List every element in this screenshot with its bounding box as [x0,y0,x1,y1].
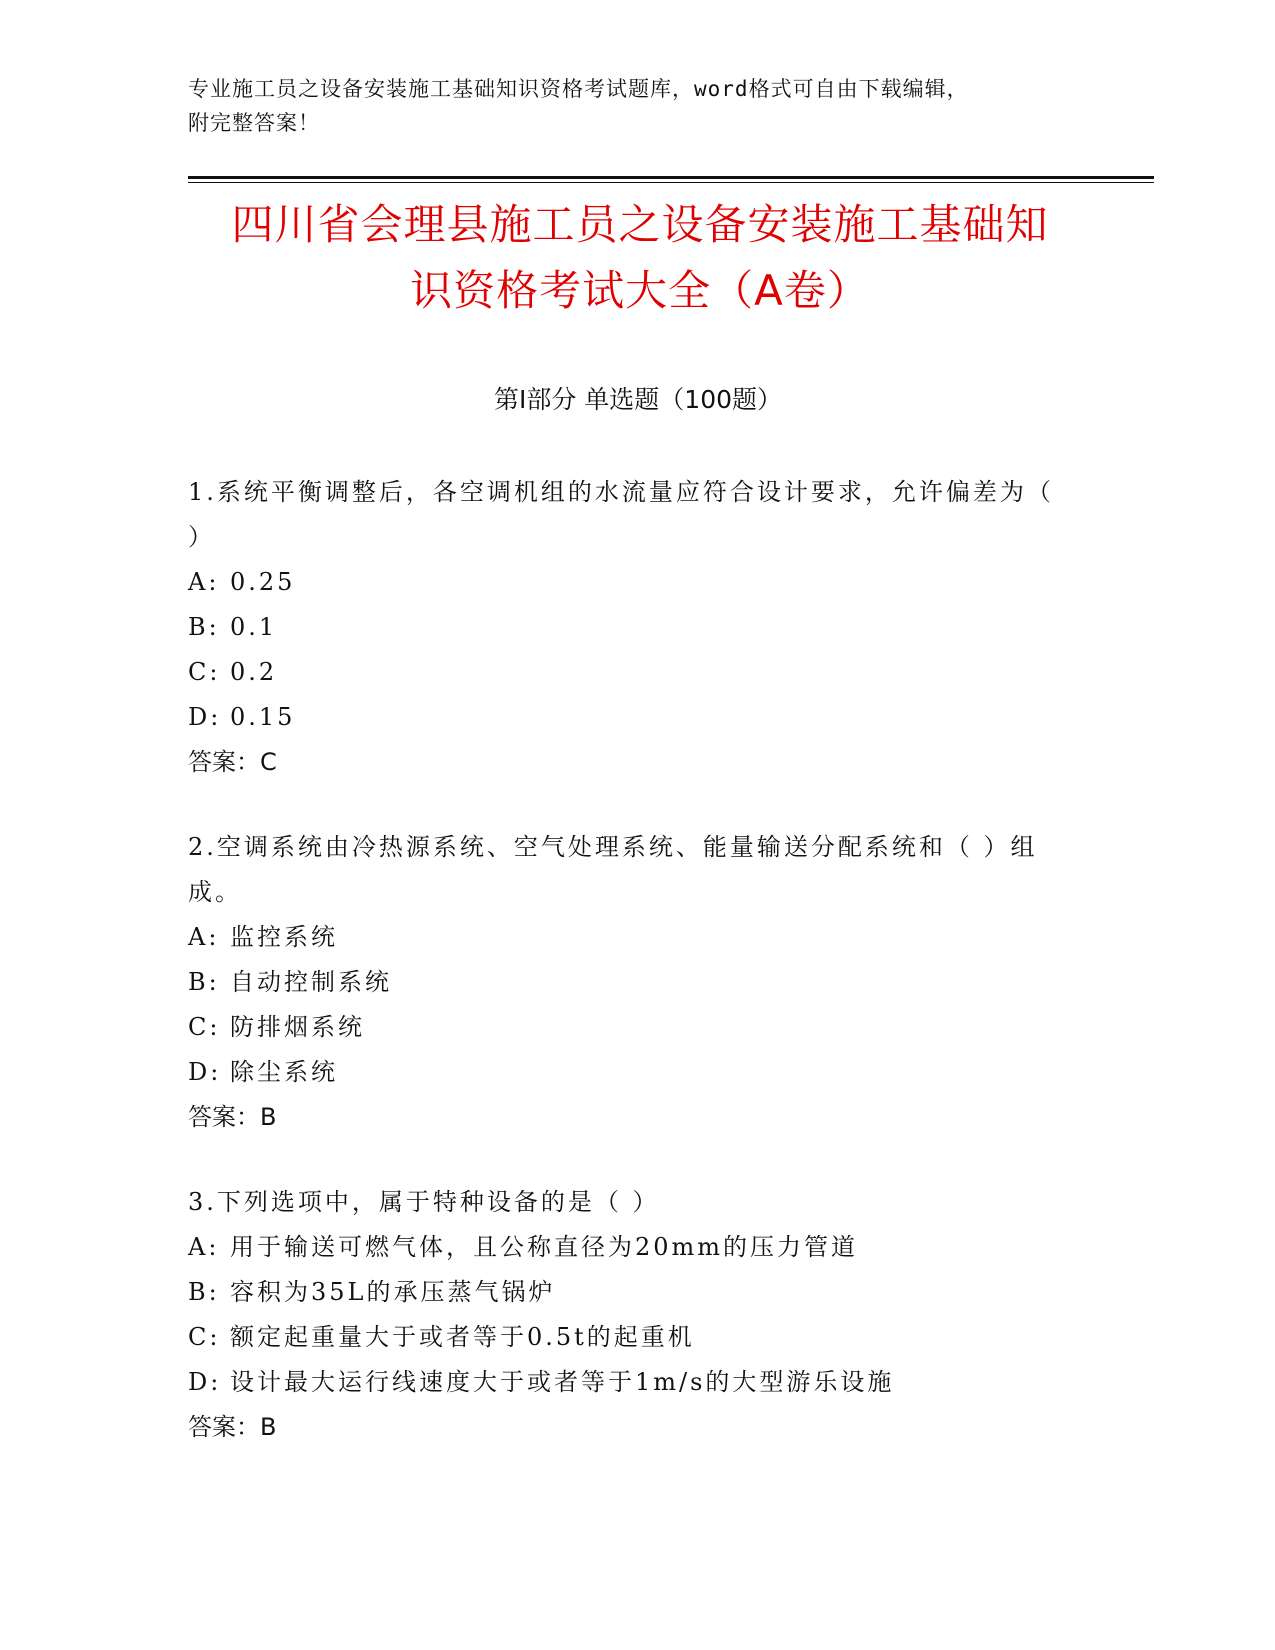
option-key: C: [188,1013,221,1041]
answer-label: 答案：C [188,748,277,776]
option-a [188,1225,1068,1270]
header-note-line-2: 附完整答案！ [188,111,320,135]
document-title-line-2: 识资格考试大全（A卷） [410,266,870,315]
option-c [188,650,1068,695]
answer-label: 答案：B [188,1103,277,1131]
question-2 [188,825,1068,1140]
option-key: D: [188,1368,222,1396]
option-key: A: [188,923,220,951]
option-text: 用于输送可燃气体，且公称直径为20mm的压力管道 [230,1233,859,1261]
header-note-line-1: 专业施工员之设备安装施工基础知识资格考试题库，word格式可自由下载编辑， [188,77,969,101]
option-d [188,1050,1068,1095]
document-title [160,192,1120,324]
option-key: A: [188,1233,220,1261]
option-text: 监控系统 [230,923,338,951]
question-stem: 3.下列选项中，属于特种设备的是（ ） [188,1188,660,1216]
section-title: 第Ⅰ部分 单选题（100题） [493,385,783,414]
question-1 [188,470,1068,785]
option-d [188,695,1068,740]
option-b [188,605,1068,650]
option-b [188,1270,1068,1315]
option-a [188,560,1068,605]
option-text: 0.25 [230,568,296,596]
option-text: 防排烟系统 [230,1013,365,1041]
option-text: 除尘系统 [230,1058,338,1086]
question-stem: 1.系统平衡调整后，各空调机组的水流量应符合设计要求，允许偏差为（ ） [188,478,1054,551]
header-divider-thick [188,176,1154,179]
option-key: B: [188,968,220,996]
question-3 [188,1180,1068,1450]
header-note [188,72,1088,140]
option-text: 0.15 [230,703,296,731]
option-b [188,960,1068,1005]
option-key: D: [188,703,222,731]
document-title-line-1: 四川省会理县施工员之设备安装施工基础知 [231,200,1049,249]
option-key: A: [188,568,220,596]
option-text: 容积为35L的承压蒸气锅炉 [230,1278,556,1306]
option-text: 0.2 [230,658,278,686]
option-a [188,915,1068,960]
answer-label: 答案：B [188,1413,277,1441]
option-key: B: [188,613,220,641]
option-text: 额定起重量大于或者等于0.5t的起重机 [230,1323,695,1351]
option-d [188,1360,1068,1405]
option-c [188,1315,1068,1360]
option-key: D: [188,1058,222,1086]
option-key: B: [188,1278,220,1306]
option-text: 自动控制系统 [230,968,392,996]
question-stem: 2.空调系统由冷热源系统、空气处理系统、能量输送分配系统和（ ）组成。 [188,833,1038,906]
option-text: 0.1 [230,613,278,641]
option-text: 设计最大运行线速度大于或者等于1m/s的大型游乐设施 [230,1368,895,1396]
option-key: C: [188,1323,221,1351]
option-key: C: [188,658,221,686]
question-list [188,470,1068,1490]
option-c [188,1005,1068,1050]
header-divider-thin [188,182,1154,183]
